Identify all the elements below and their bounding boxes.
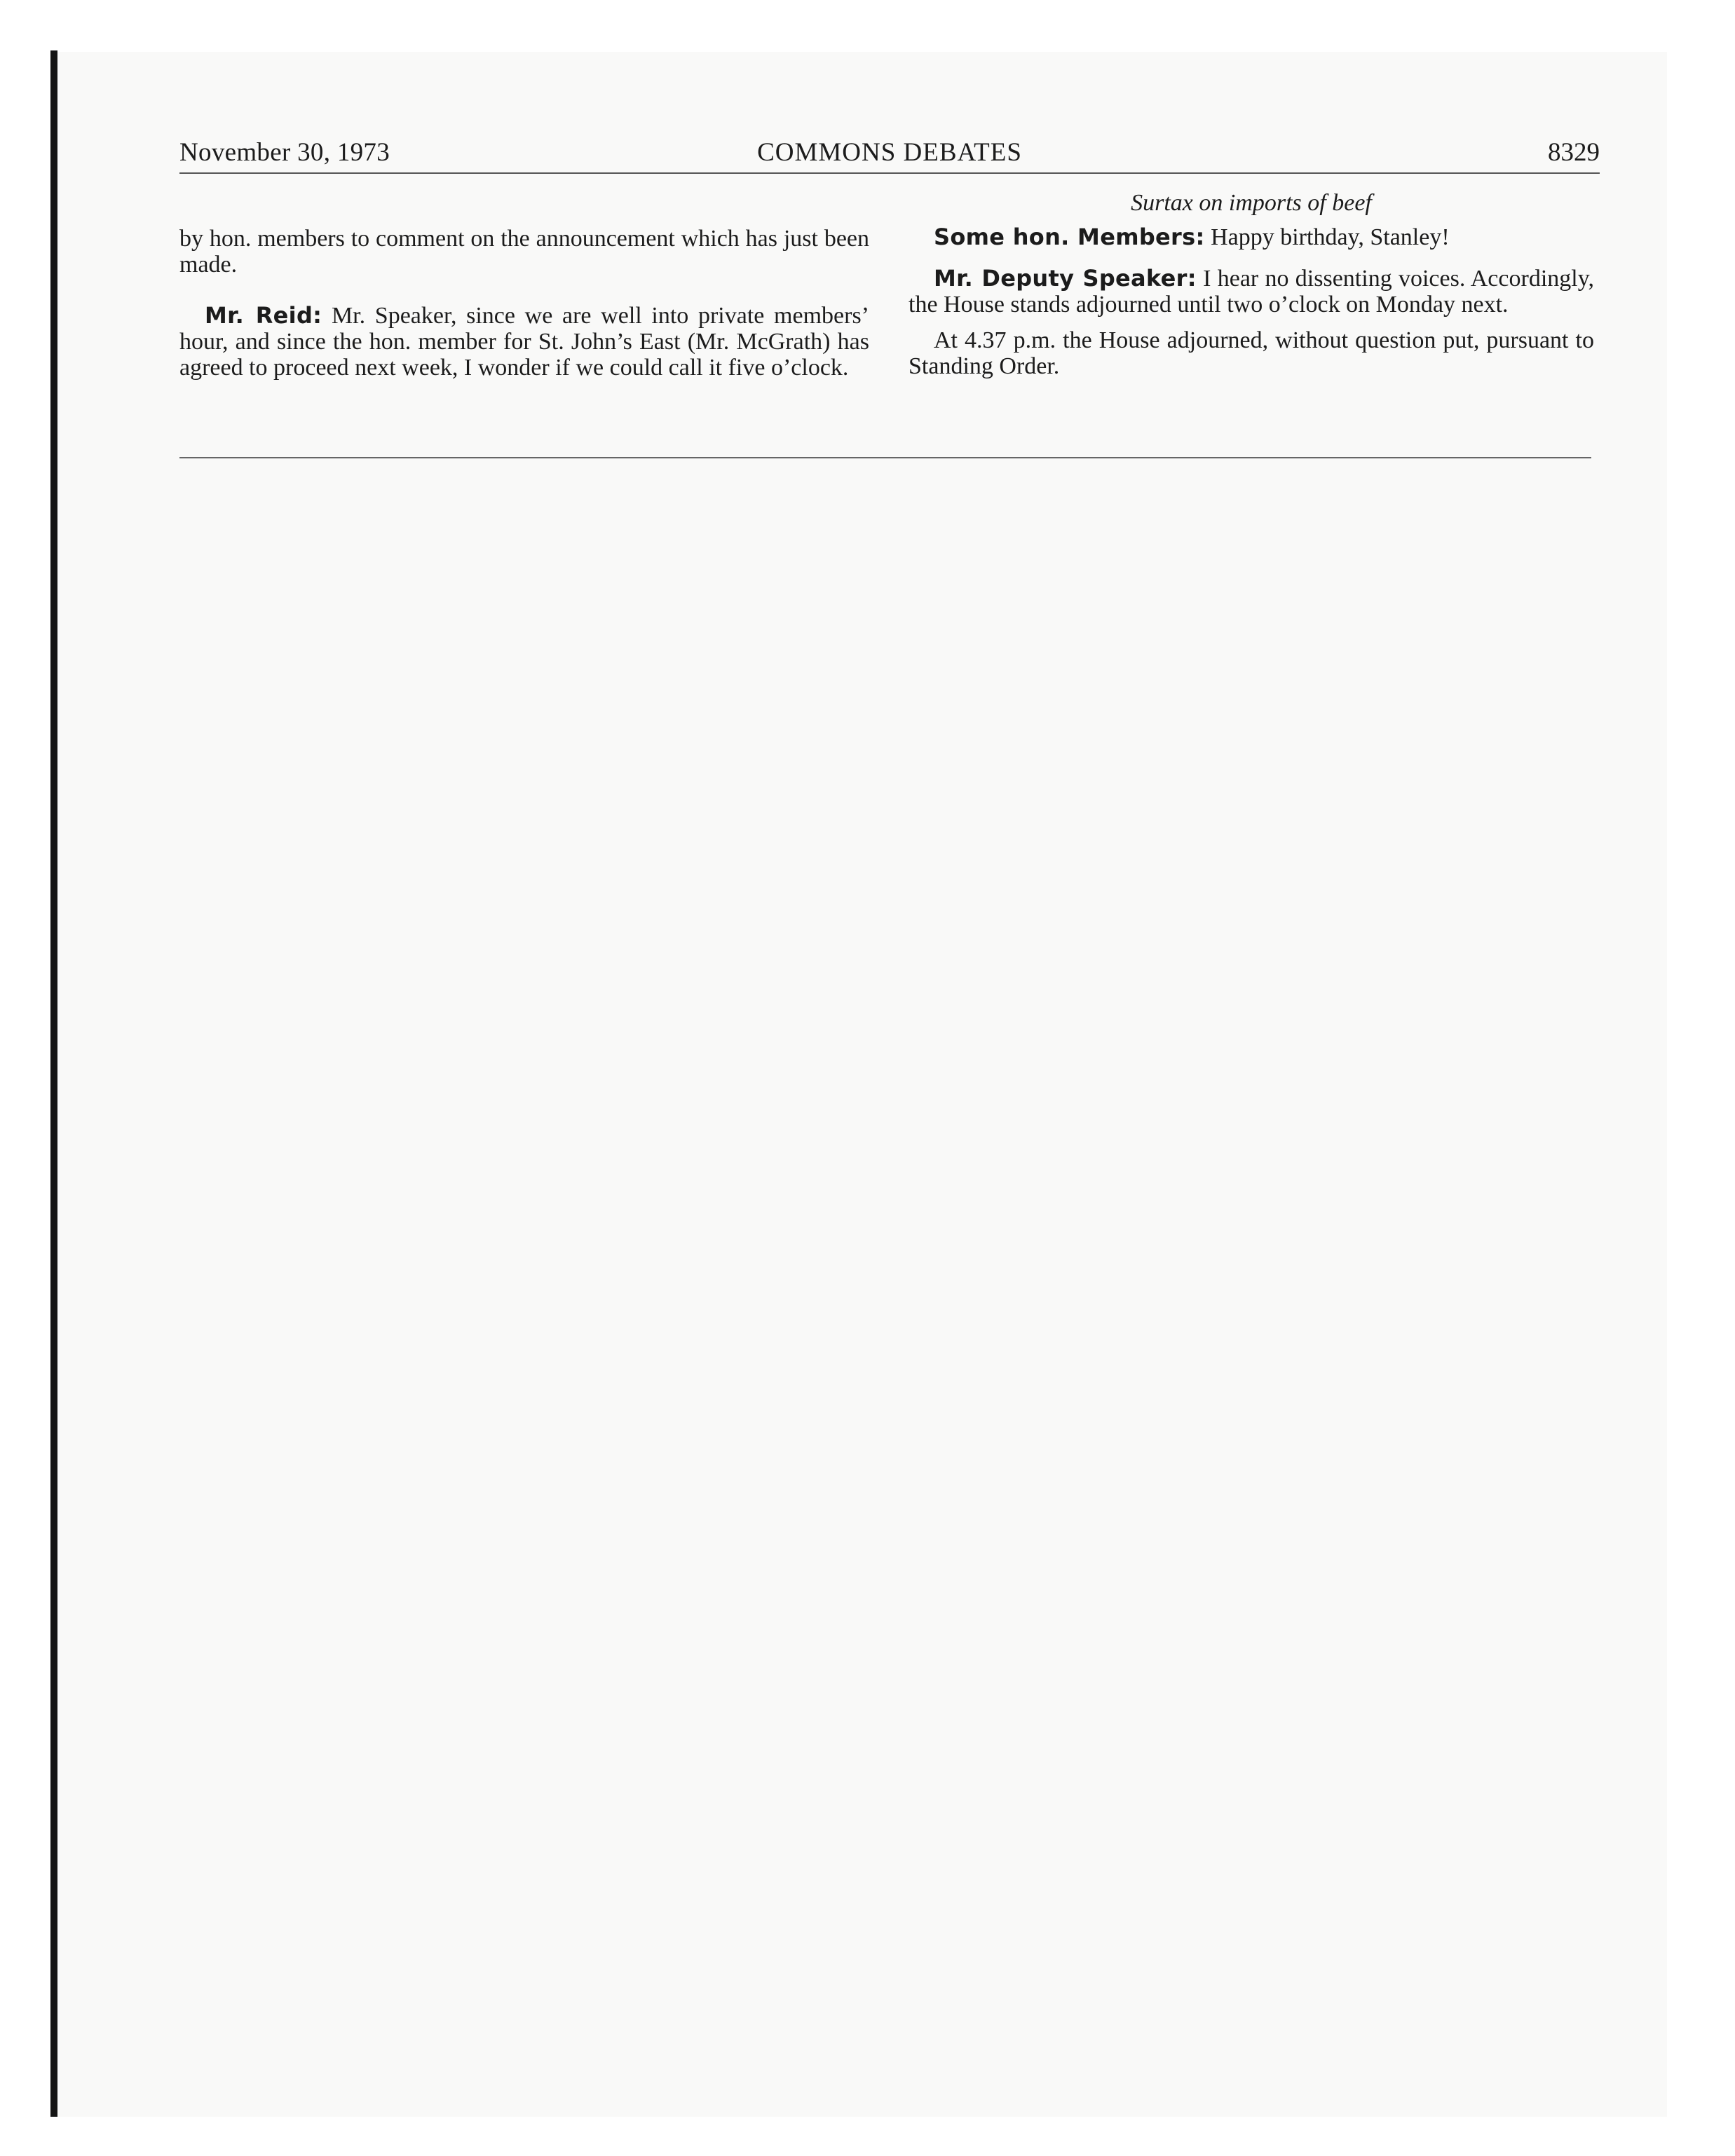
members-speech: Happy birthday, Stanley! xyxy=(1204,224,1450,250)
members-paragraph xyxy=(909,224,1594,250)
end-of-sitting-rule xyxy=(179,457,1591,458)
running-head xyxy=(179,133,1600,174)
adjournment-paragraph: At 4.37 p.m. the House adjourned, without question put, pursuant to Standing Order. xyxy=(909,327,1594,379)
reid-speech: Mr. Speaker, since we are well into private members’ hour, and since the hon. member for St. John’s East (Mr. McGrath) has agreed to proceed next week, I wonder if we could call it five o’clock. xyxy=(179,303,870,381)
scan-edge-shadow xyxy=(50,50,57,2117)
header-date: November 30, 1973 xyxy=(179,138,390,167)
speaker-name-reid: Mr. Reid: xyxy=(205,302,322,329)
speaker-name-members: Some hon. Members: xyxy=(934,224,1205,250)
section-heading: Surtax on imports of beef xyxy=(1131,190,1372,216)
left-column xyxy=(179,226,869,381)
deputy-speaker-paragraph xyxy=(909,266,1594,318)
reid-paragraph xyxy=(179,303,869,381)
header-publication-title: COMMONS DEBATES xyxy=(757,138,1022,167)
right-column xyxy=(909,189,1594,379)
header-page-number: 8329 xyxy=(1548,138,1600,167)
speaker-name-deputy-speaker: Mr. Deputy Speaker: xyxy=(934,265,1197,292)
continuation-paragraph: by hon. members to comment on the announcement which has just been made. xyxy=(179,226,869,278)
deputy-speaker-speech: I hear no dissenting voices. Accordingly, the House stands adjourned until two o’clock on Monday next. xyxy=(909,266,1594,318)
